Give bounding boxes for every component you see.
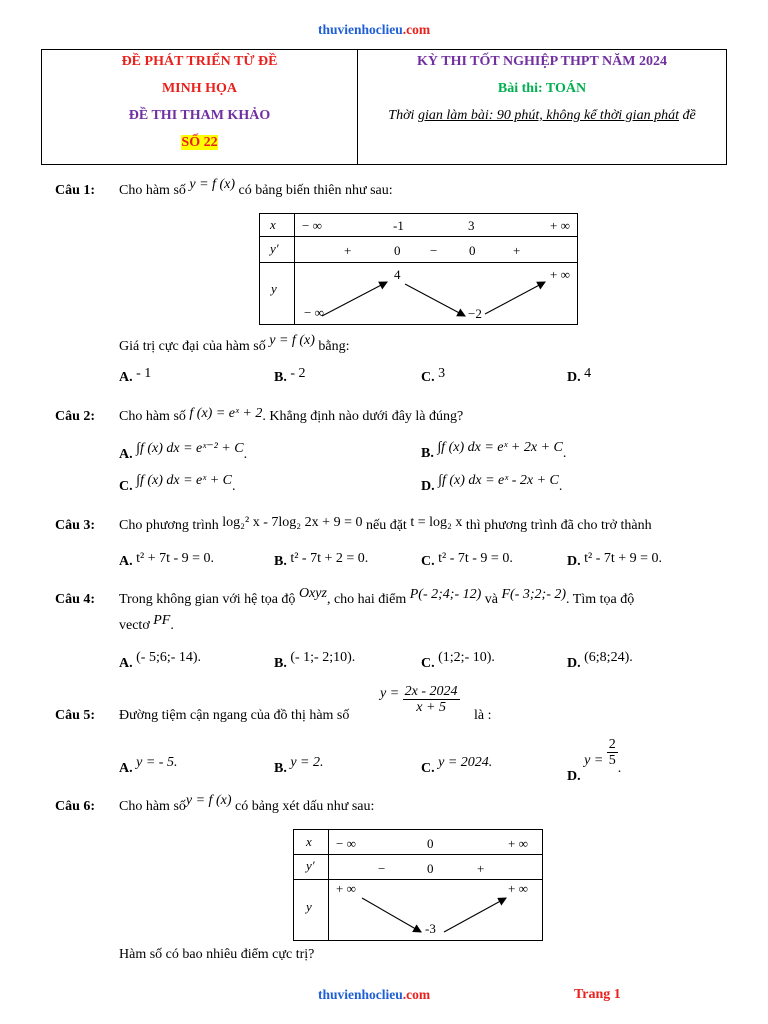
exam-title: KỲ THI TỐT NGHIỆP THPT NĂM 2024	[417, 54, 667, 69]
q4-point-f: F(- 3;2;- 2)	[501, 587, 567, 602]
option-letter: C.	[421, 761, 435, 776]
q4-vector: PF	[153, 613, 171, 628]
time-prefix: Thời	[388, 108, 415, 123]
q2-option-c[interactable]: C. ∫f (x) dx = eˣ + C.	[119, 473, 236, 494]
q3-equation: log₂² x - 7log₂ 2x + 9 = 0	[222, 515, 363, 530]
q3-substitution: t = log₂ x	[410, 515, 463, 530]
question-6-label: Câu 6:	[55, 799, 96, 814]
q2-option-d[interactable]: D. ∫f (x) dx = eˣ - 2x + C.	[421, 473, 563, 494]
q1-ask-func: y = f (x)	[269, 333, 315, 348]
x-label: x	[270, 217, 276, 232]
yprime-label: y′	[270, 241, 279, 256]
header-left-line1: ĐỀ PHÁT TRIỂN TỪ ĐỀ	[121, 54, 278, 69]
question-4-text	[119, 586, 635, 608]
q4-text-mid: , cho hai điểm	[326, 592, 407, 607]
page-number: Trang 1	[574, 987, 621, 1002]
option-letter: C.	[421, 370, 435, 385]
option-letter: A.	[119, 656, 133, 671]
option-letter: C.	[421, 554, 435, 569]
q3-option-b[interactable]	[274, 551, 369, 570]
sign-value: 0	[469, 243, 476, 258]
option-value: t² - 7t + 9 = 0.	[584, 551, 663, 566]
question-2-text	[119, 406, 464, 425]
x-value: − ∞	[302, 218, 322, 233]
option-value: t² + 7t - 9 = 0.	[136, 551, 215, 566]
q6-text-post: có bảng xét dấu như sau:	[234, 799, 375, 814]
x-value: 0	[427, 836, 434, 851]
option-value: (6;8;24).	[584, 650, 633, 665]
question-5-text	[119, 708, 349, 724]
q4-system: Oxyz	[298, 586, 327, 601]
q5-option-d[interactable]	[567, 737, 622, 784]
q1-option-d[interactable]	[567, 366, 592, 386]
option-value: y = 2024.	[438, 755, 493, 770]
q3-option-a[interactable]	[119, 551, 215, 570]
q4-and: và	[484, 592, 498, 607]
question-4-text-line2	[119, 613, 174, 634]
q3-text-post: thì phương trình đã cho trở thành	[465, 518, 652, 533]
q5-d-end: .	[617, 760, 622, 776]
q5-d-denominator: 5	[608, 753, 616, 768]
time-note: gian làm bài: 90 phút, không kể thời gian phát	[417, 108, 679, 123]
option-value: - 1	[136, 366, 152, 381]
q5-option-a[interactable]	[119, 755, 178, 777]
option-letter: A.	[119, 761, 133, 776]
sign-value: +	[344, 243, 352, 258]
question-1-ask	[119, 333, 350, 355]
option-value: (1;2;- 10).	[438, 650, 495, 665]
question-5-label: Câu 5:	[55, 708, 96, 723]
question-3-text	[119, 515, 652, 534]
option-letter: B.	[274, 656, 287, 671]
q5-text-pre: Đường tiệm cận ngang của đồ thị hàm số	[119, 708, 350, 723]
option-letter: A.	[119, 554, 133, 569]
option-value: 4	[584, 366, 592, 381]
sign-value: 0	[394, 243, 401, 258]
option-value: y = - 5.	[136, 755, 178, 770]
y-value: + ∞	[550, 267, 570, 282]
y-value: −2	[468, 306, 482, 321]
question-1-text	[119, 177, 393, 199]
site-title-top	[318, 22, 430, 38]
question-1-label: Câu 1:	[55, 183, 96, 198]
x-value: 3	[468, 218, 475, 233]
question-2-label: Câu 2:	[55, 409, 96, 424]
sign-value: +	[477, 861, 485, 876]
question-6-ask: Hàm số có bao nhiêu điểm cực trị?	[119, 947, 315, 962]
variation-arrows	[260, 214, 577, 324]
sign-value: 0	[427, 861, 434, 876]
option-value: 3	[438, 366, 446, 381]
q1-text-pre: Cho hàm số	[119, 183, 186, 198]
q1-option-a[interactable]	[119, 366, 152, 386]
option-value: ∫f (x) dx = eˣ + 2x + C	[437, 440, 563, 455]
q5-option-c[interactable]	[421, 755, 493, 777]
exam-header	[41, 49, 727, 165]
sign-value: +	[513, 243, 521, 258]
q3-option-d[interactable]	[567, 551, 663, 570]
q4-text-post: . Tìm tọa độ	[566, 592, 635, 607]
y-value: + ∞	[508, 881, 528, 896]
x-value: -1	[393, 218, 404, 233]
y-value: + ∞	[336, 881, 356, 896]
q4-option-a[interactable]	[119, 650, 202, 672]
y-label: y	[271, 281, 277, 296]
option-letter: D.	[421, 479, 435, 494]
site-name: thuvienhoclieu	[318, 22, 403, 37]
q3-option-c[interactable]	[421, 551, 513, 570]
question-3-label: Câu 3:	[55, 518, 96, 533]
q5-d-fraction	[607, 737, 618, 768]
option-value: y = 2.	[290, 755, 324, 770]
option-letter: C.	[421, 656, 435, 671]
option-value: (- 1;- 2;10).	[290, 650, 356, 665]
q6-func: y = f (x)	[185, 793, 232, 808]
q5-function	[380, 684, 460, 715]
y-value: 4	[394, 267, 401, 282]
option-letter: D.	[567, 370, 581, 385]
option-value: ∫f (x) dx = eˣ - 2x + C	[438, 473, 559, 488]
q1-ask-post: bằng:	[318, 339, 350, 354]
time-suffix: đề	[682, 108, 696, 123]
x-value: + ∞	[508, 836, 528, 851]
sign-value: −	[378, 861, 386, 876]
site-title-footer	[318, 987, 430, 1003]
q5-d-numerator: 2	[608, 737, 616, 752]
sign-value: −	[430, 243, 438, 258]
q4-option-d[interactable]	[567, 650, 633, 672]
q4-line2-post: .	[170, 618, 174, 633]
q4-option-c[interactable]	[421, 650, 495, 672]
q4-line2-pre: vectơ	[119, 618, 150, 633]
option-letter: D.	[567, 554, 581, 569]
x-label: x	[306, 834, 312, 849]
option-value: - 2	[290, 366, 306, 381]
sign-table-arrows	[294, 830, 542, 940]
site-tld: .com	[402, 22, 431, 37]
q5-denominator: x + 5	[416, 700, 446, 715]
x-value: − ∞	[336, 836, 356, 851]
site-tld: .com	[402, 987, 431, 1002]
q2-option-b[interactable]: B. ∫f (x) dx = eˣ + 2x + C.	[421, 440, 567, 461]
question-6-text	[119, 793, 375, 815]
option-letter: B.	[274, 554, 287, 569]
q1-option-c[interactable]	[421, 366, 446, 386]
option-letter: B.	[274, 761, 287, 776]
q1-ask-pre: Giá trị cực đại của hàm số	[119, 339, 266, 354]
y-label: y	[306, 899, 312, 914]
y-value: − ∞	[304, 305, 324, 320]
y-value: -3	[425, 921, 436, 936]
q5-fraction	[403, 684, 460, 715]
option-letter: C.	[119, 479, 133, 494]
exam-number-text: SỐ 22	[181, 135, 218, 150]
option-letter: B.	[421, 446, 434, 461]
q2-text-pre: Cho hàm số	[119, 409, 186, 424]
option-value: t² - 7t - 9 = 0.	[438, 551, 513, 566]
exam-number	[42, 135, 357, 151]
option-value: ∫f (x) dx = eˣ + C	[136, 473, 232, 488]
option-letter: B.	[274, 370, 287, 385]
option-value: ∫f (x) dx = eˣ⁻² + C	[136, 441, 244, 456]
q5-numerator: 2x - 2024	[404, 684, 458, 699]
q4-option-b[interactable]	[274, 650, 356, 672]
header-left-line2: MINH HỌA	[161, 81, 238, 96]
q2-text-post: . Khẳng định nào dưới đây là đúng?	[262, 409, 464, 424]
q4-text-pre: Trong không gian với hệ tọa độ	[119, 592, 296, 607]
sign-table-6	[293, 829, 543, 941]
yprime-label: y′	[306, 858, 315, 873]
q1-func: y = f (x)	[189, 177, 235, 192]
header-left-line3: ĐỀ THI THAM KHẢO	[128, 108, 271, 123]
exam-time	[358, 108, 726, 124]
question-4-label: Câu 4:	[55, 592, 96, 607]
variation-table-1	[259, 213, 578, 325]
q2-option-a[interactable]: A. ∫f (x) dx = eˣ⁻² + C.	[119, 441, 248, 462]
option-value: t² - 7t + 2 = 0.	[290, 551, 369, 566]
q4-point-p: P(- 2;4;- 12)	[409, 587, 482, 602]
q2-func: f (x) = eˣ + 2	[189, 406, 263, 421]
q5-text-post: là :	[474, 708, 492, 723]
option-letter: A.	[119, 370, 133, 385]
q5-func-lhs: y =	[380, 685, 400, 701]
site-name: thuvienhoclieu	[318, 987, 403, 1002]
option-letter: D.	[567, 656, 581, 671]
option-letter: D.	[567, 768, 581, 784]
option-value: y =	[584, 752, 604, 768]
q5-option-b[interactable]	[274, 755, 324, 777]
option-value: (- 5;6;- 14).	[136, 650, 202, 665]
q3-text-mid: nếu đặt	[365, 518, 407, 533]
q1-option-b[interactable]	[274, 366, 306, 386]
q1-text-post: có bảng biến thiên như sau:	[238, 183, 393, 198]
x-value: + ∞	[550, 218, 570, 233]
exam-subject: Bài thi: TOÁN	[497, 81, 587, 96]
option-letter: A.	[119, 447, 133, 462]
q6-text-pre: Cho hàm số	[119, 799, 186, 814]
q3-text-pre: Cho phương trình	[119, 518, 219, 533]
